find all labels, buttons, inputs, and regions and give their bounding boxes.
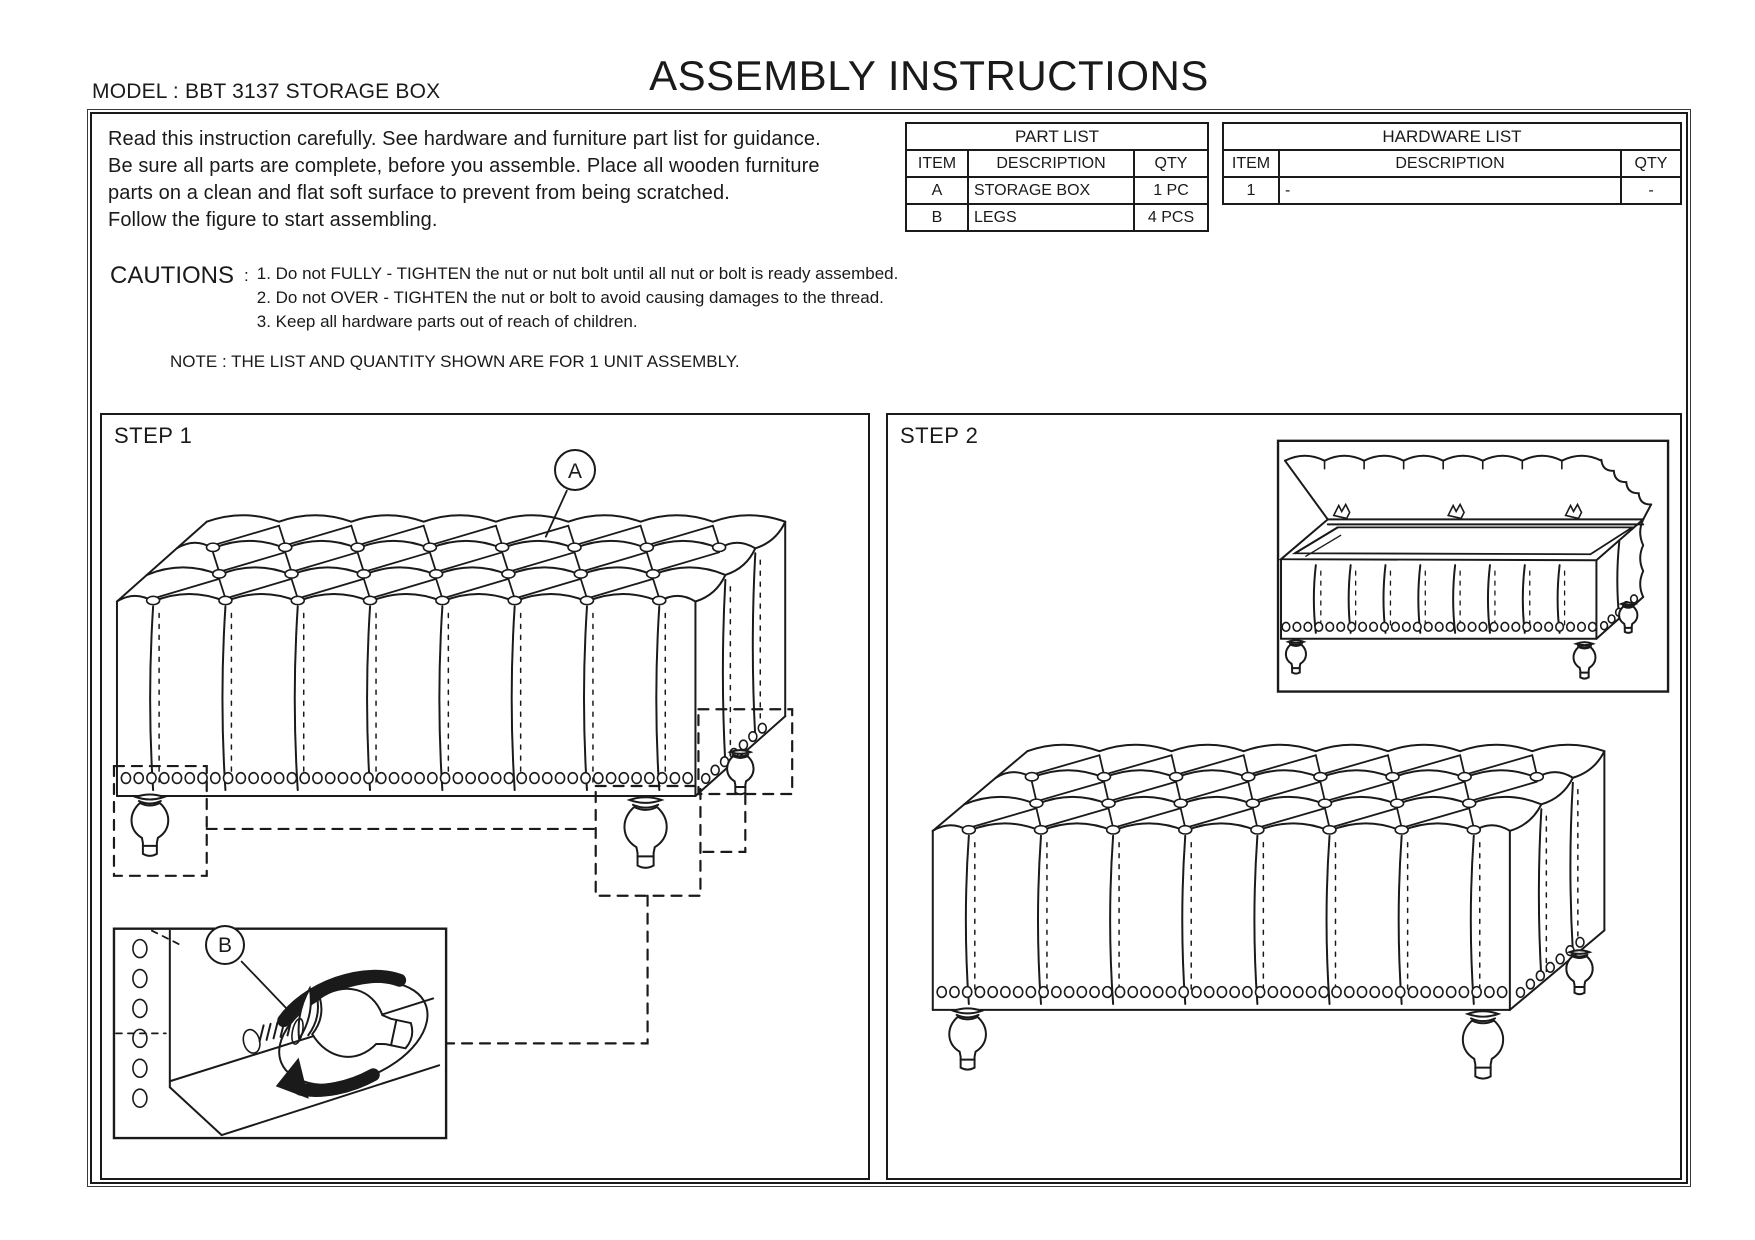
part-qty: 4 PCS <box>1134 204 1208 231</box>
step2-drawing <box>888 415 1680 1178</box>
part-qty: 1 PC <box>1134 177 1208 204</box>
step1-label: STEP 1 <box>114 423 193 448</box>
hardware-header-description: DESCRIPTION <box>1279 150 1621 177</box>
callout-a: A <box>554 449 596 491</box>
hardware-header-qty: QTY <box>1621 150 1681 177</box>
content-border <box>90 112 1688 1184</box>
cautions-label: CAUTIONS <box>110 262 235 289</box>
cautions-block <box>110 262 898 334</box>
part-description: STORAGE BOX <box>968 177 1134 204</box>
cautions-items <box>257 262 899 334</box>
part-item: B <box>906 204 968 231</box>
model-label: MODEL : BBT 3137 STORAGE BOX <box>92 80 441 103</box>
note-text: NOTE : THE LIST AND QUANTITY SHOWN ARE FOR 1 UNIT ASSEMBLY. <box>170 352 740 371</box>
hardware-list-table <box>1222 122 1682 205</box>
part-description: LEGS <box>968 204 1134 231</box>
intro-line: parts on a clean and flat soft surface to prevent from being scratched. <box>108 182 730 204</box>
intro-line: Be sure all parts are complete, before you assemble. Place all wooden furniture <box>108 155 820 177</box>
part-list-header-item: ITEM <box>906 150 968 177</box>
table-row <box>1223 177 1681 204</box>
part-list-table <box>905 122 1209 232</box>
table-row <box>906 204 1208 231</box>
caution-item: 1. Do not FULLY - TIGHTEN the nut or nut bolt until all nut or bolt is ready assembed. <box>256 264 899 283</box>
hardware-list-title: HARDWARE LIST <box>1223 123 1681 150</box>
table-row <box>906 177 1208 204</box>
part-list-header-qty: QTY <box>1134 150 1208 177</box>
step1-panel <box>100 413 870 1180</box>
caution-item: 3. Keep all hardware parts out of reach of children. <box>256 312 638 331</box>
intro-line: Read this instruction carefully. See hardware and furniture part list for guidance. <box>108 128 821 150</box>
hardware-item: 1 <box>1223 177 1279 204</box>
cautions-colon: : <box>244 266 249 285</box>
part-list-header-description: DESCRIPTION <box>968 150 1134 177</box>
hardware-header-item: ITEM <box>1223 150 1279 177</box>
step1-drawing <box>102 415 868 1178</box>
intro-text <box>108 126 821 234</box>
step2-label: STEP 2 <box>900 423 979 448</box>
step2-panel <box>886 413 1682 1180</box>
callout-b: B <box>205 925 245 965</box>
part-list-title: PART LIST <box>906 123 1208 150</box>
caution-item: 2. Do not OVER - TIGHTEN the nut or bolt to avoid causing damages to the thread. <box>256 288 884 307</box>
hardware-qty: - <box>1621 177 1681 204</box>
part-item: A <box>906 177 968 204</box>
page-title: ASSEMBLY INSTRUCTIONS <box>649 52 1209 99</box>
intro-line: Follow the figure to start assembling. <box>108 209 438 231</box>
hardware-description: - <box>1279 177 1621 204</box>
